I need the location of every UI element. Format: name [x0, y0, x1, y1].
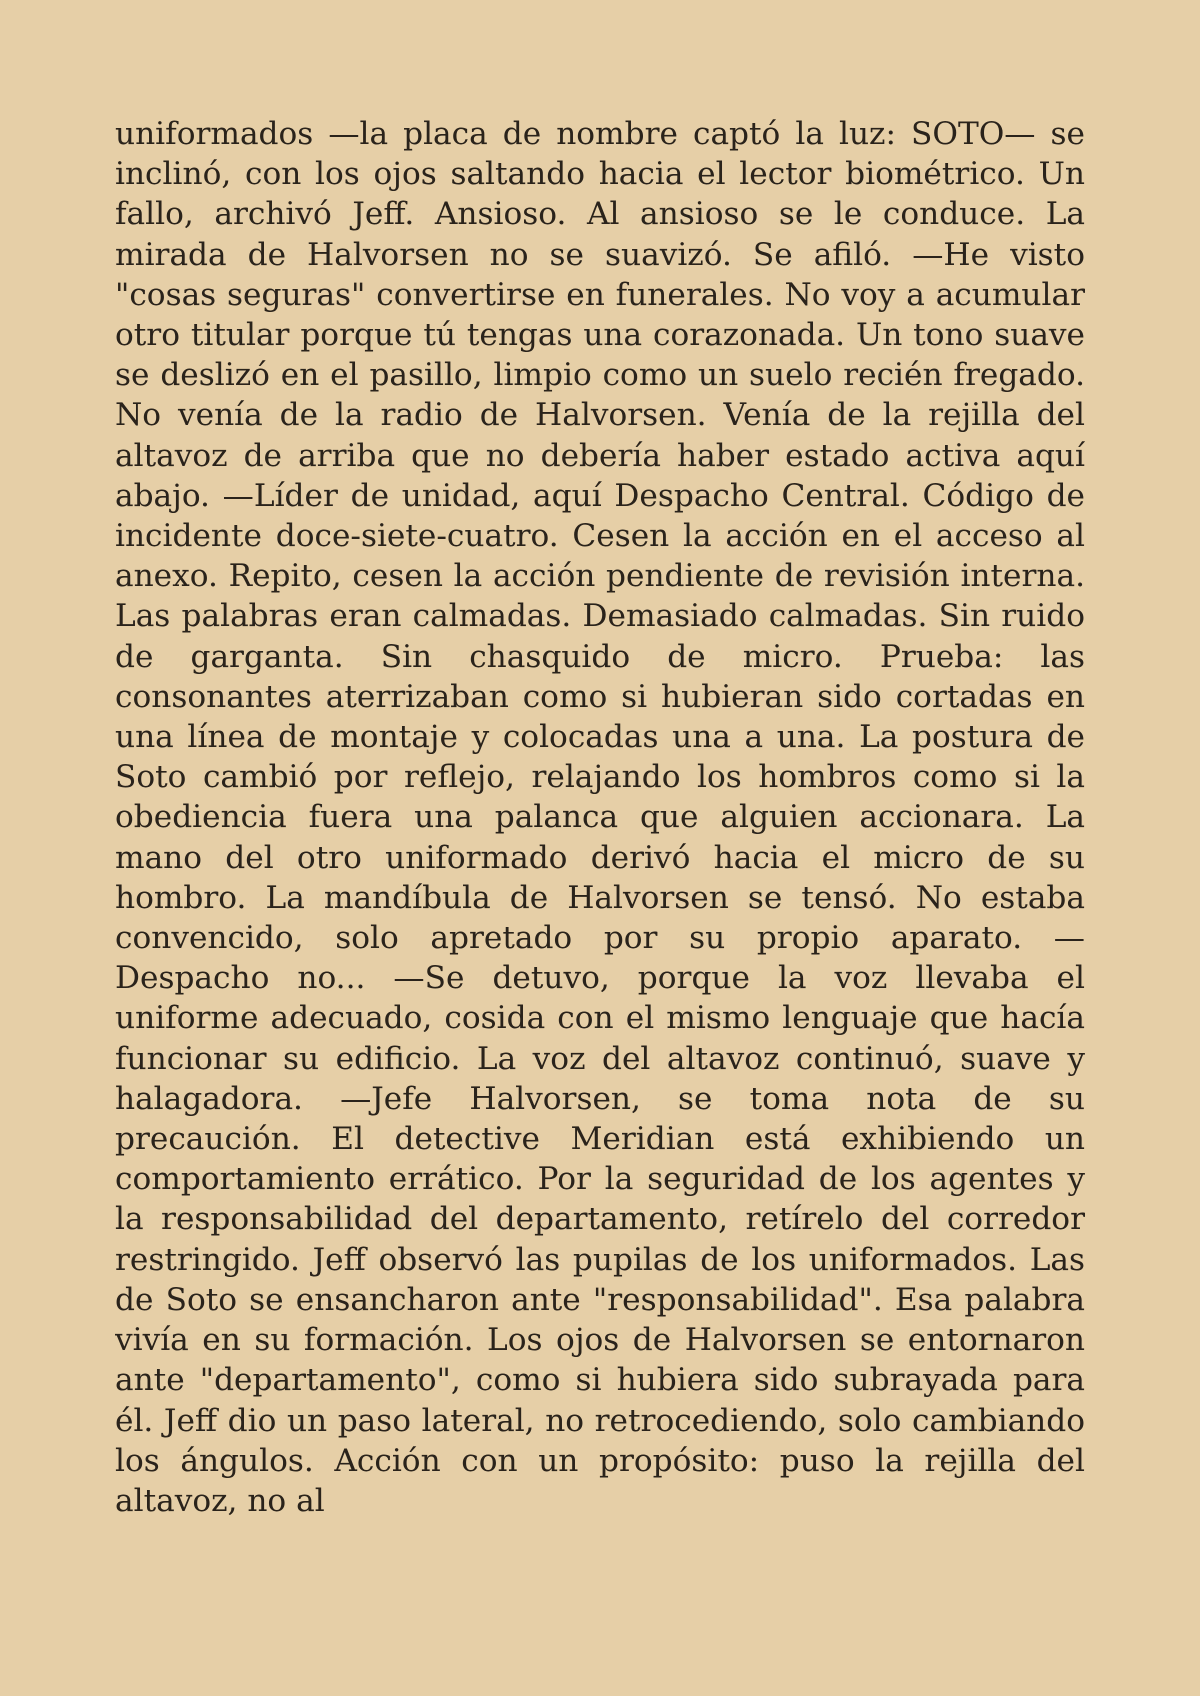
body-paragraph: uniformados —la placa de nombre captó la luz: SOTO— se inclinó, con los ojos saltando hacia el lector biométrico. Un fallo, archivó Jeff. Ansioso. Al ansioso se le conduce. La mirada de Halvorsen no se suavizó. Se afiló. —He visto "cosas seguras" convertirse en funerales. No voy a acumular otro titular porque tú tengas una corazonada. Un tono suave se deslizó en el pasillo, limpio como un suelo recién fregado. No venía de la radio de Halvorsen. Venía de la rejilla del altavoz de arriba que no debería haber estado activa aquí abajo. —Líder de unidad, aquí Despacho Central. Código de incidente doce-siete-cuatro. Cesen la acción en el acceso al anexo. Repito, cesen la acción pendiente de revisión interna. Las palabras eran calmadas. Demasiado calmadas. Sin ruido de garganta. Sin chasquido de micro. Prueba: las consonantes aterrizaban como si hubieran sido cortadas en una línea de montaje y colocadas una a una. La postura de Soto cambió por reflejo, relajando los hombros como si la obediencia fuera una palanca que alguien accionara. La mano del otro uniformado derivó hacia el micro de su hombro. La mandíbula de Halvorsen se tensó. No estaba convencido, solo apretado por su propio aparato. —Despacho no... —Se detuvo, porque la voz llevaba el uniforme adecuado, cosida con el mismo lenguaje que hacía funcionar su edificio. La voz del altavoz continuó, suave y halagadora. —Jefe Halvorsen, se toma nota de su precaución. El detective Meridian está exhibiendo un comportamiento errático. Por la seguridad de los agentes y la responsabilidad del departamento, retírelo del corredor restringido. Jeff observó las pupilas de los uniformados. Las de Soto se ensancharon ante "responsabilidad". Esa palabra vivía en su formación. Los ojos de Halvorsen se entornaron ante "departamento", como si hubiera sido subrayada para él. Jeff dio un paso lateral, no retrocediendo, solo cambiando los ángulos. Acción con un propósito: puso la rejilla del altavoz, no al — [115, 116, 1085, 1519]
document-page — [115, 114, 1085, 1594]
